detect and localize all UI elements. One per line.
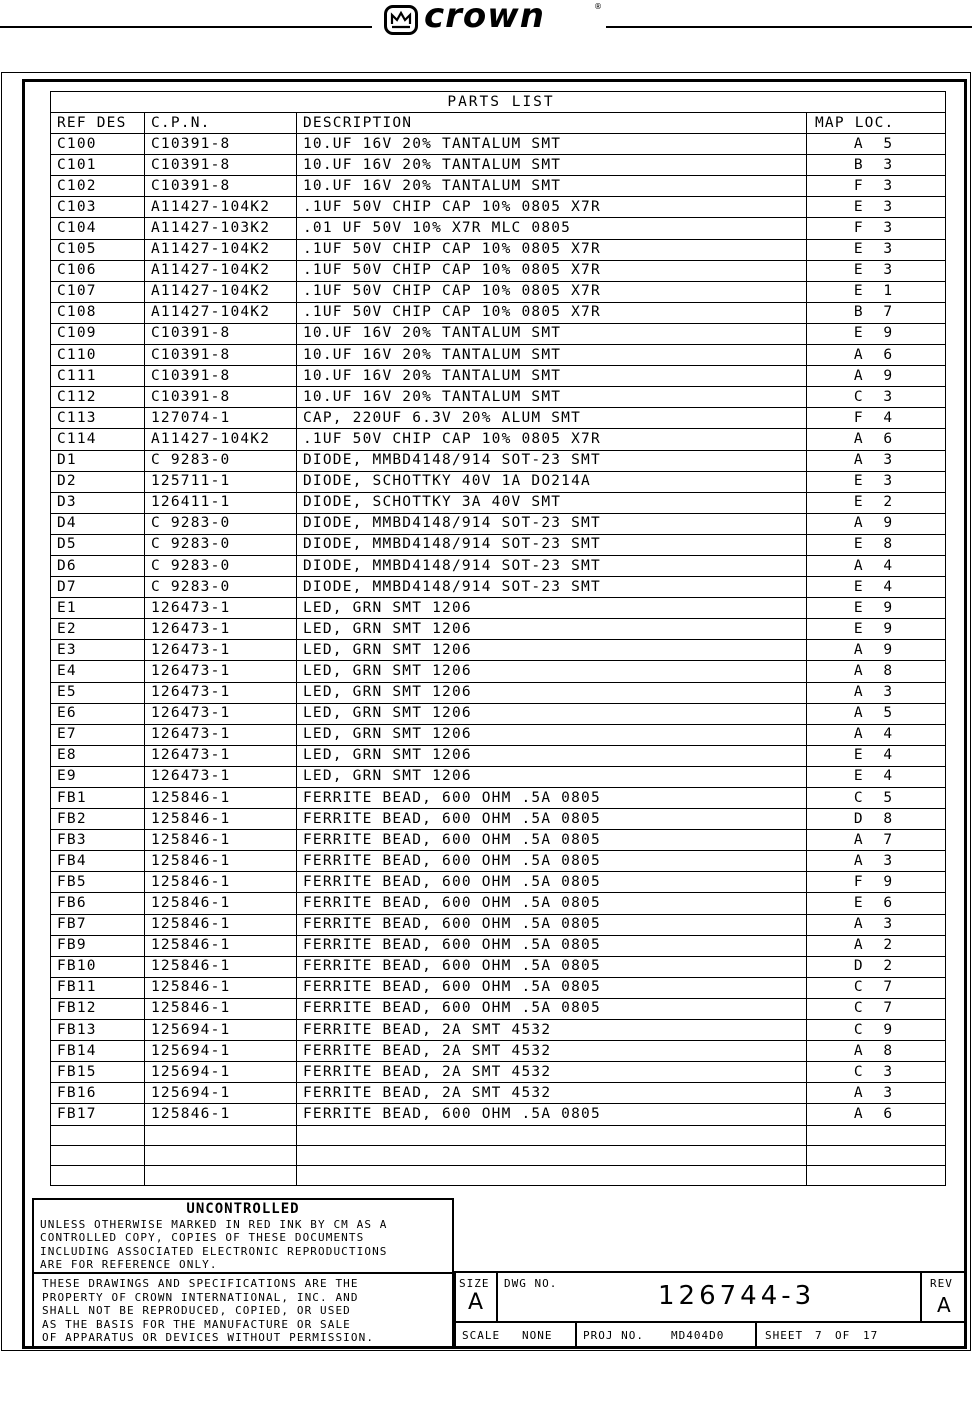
map-loc-cell: B 7 (807, 302, 946, 323)
parts-list-title: PARTS LIST (51, 92, 946, 113)
ref-des-cell: C110 (51, 345, 145, 366)
cpn-cell: 125694-1 (145, 1062, 297, 1083)
description-cell: CAP, 220UF 6.3V 20% ALUM SMT (297, 408, 807, 429)
cpn-cell: 125846-1 (145, 788, 297, 809)
cpn-cell: A11427-104K2 (145, 302, 297, 323)
map-loc-cell: C 5 (807, 788, 946, 809)
description-cell: DIODE, MMBD4148/914 SOT-23 SMT (297, 534, 807, 555)
map-loc-cell: E 4 (807, 745, 946, 766)
ref-des-cell: D7 (51, 577, 145, 598)
map-loc-cell: E 9 (807, 598, 946, 619)
ref-des-cell: E8 (51, 745, 145, 766)
scale-cell (456, 1321, 577, 1347)
description-cell: .1UF 50V CHIP CAP 10% 0805 X7R (297, 239, 807, 260)
property-line: AS THE BASIS FOR THE MANUFACTURE OR SALE (42, 1317, 351, 1331)
description-cell: 10.UF 16V 20% TANTALUM SMT (297, 366, 807, 387)
property-line: OF APPARATUS OR DEVICES WITHOUT PERMISSION. (42, 1331, 375, 1344)
ref-des-cell: FB15 (51, 1062, 145, 1083)
cpn-cell: C10391-8 (145, 323, 297, 344)
ref-des-cell: FB5 (51, 872, 145, 893)
map-loc-cell: C 3 (807, 387, 946, 408)
description-cell: LED, GRN SMT 1206 (297, 703, 807, 724)
size-cell (456, 1273, 498, 1321)
description-cell: LED, GRN SMT 1206 (297, 724, 807, 745)
description-cell: LED, GRN SMT 1206 (297, 661, 807, 682)
map-loc-cell: E 3 (807, 260, 946, 281)
table-row (51, 1104, 946, 1125)
col-cpn: C.P.N. (145, 113, 297, 134)
cpn-cell: 125846-1 (145, 998, 297, 1019)
description-cell: FERRITE BEAD, 600 OHM .5A 0805 (297, 830, 807, 851)
description-cell: 10.UF 16V 20% TANTALUM SMT (297, 323, 807, 344)
table-row (51, 724, 946, 745)
description-cell: LED, GRN SMT 1206 (297, 745, 807, 766)
table-row (51, 598, 946, 619)
sheet-number: 7 (815, 1329, 823, 1342)
description-cell: FERRITE BEAD, 600 OHM .5A 0805 (297, 956, 807, 977)
map-loc-cell: F 9 (807, 872, 946, 893)
table-row (51, 218, 946, 239)
cpn-cell: 126473-1 (145, 682, 297, 703)
table-row (51, 619, 946, 640)
dwg-label: DWG NO. (504, 1277, 558, 1290)
cpn-cell: C 9283-0 (145, 534, 297, 555)
cpn-cell: 127074-1 (145, 408, 297, 429)
description-cell: FERRITE BEAD, 600 OHM .5A 0805 (297, 809, 807, 830)
table-row (51, 640, 946, 661)
description-cell: DIODE, SCHOTTKY 3A 40V SMT (297, 492, 807, 513)
description-cell: .01 UF 50V 10% X7R MLC 0805 (297, 218, 807, 239)
ref-des-cell: E7 (51, 724, 145, 745)
dwg-number: 126744-3 (658, 1281, 816, 1311)
ref-des-cell: FB11 (51, 977, 145, 998)
table-row (51, 809, 946, 830)
table-row (51, 1041, 946, 1062)
table-row (51, 1083, 946, 1104)
table-row (51, 998, 946, 1019)
description-cell: .1UF 50V CHIP CAP 10% 0805 X7R (297, 302, 807, 323)
cpn-cell: 125846-1 (145, 851, 297, 872)
empty-row (51, 1125, 946, 1145)
notice-title: UNCONTROLLED (186, 1201, 300, 1217)
map-loc-cell: F 3 (807, 218, 946, 239)
description-cell: DIODE, MMBD4148/914 SOT-23 SMT (297, 577, 807, 598)
map-loc-cell: E 4 (807, 766, 946, 787)
cpn-cell: 126473-1 (145, 766, 297, 787)
table-row (51, 281, 946, 302)
description-cell: FERRITE BEAD, 600 OHM .5A 0805 (297, 851, 807, 872)
table-row (51, 260, 946, 281)
table-row (51, 134, 946, 155)
map-loc-cell: A 3 (807, 682, 946, 703)
description-cell: .1UF 50V CHIP CAP 10% 0805 X7R (297, 281, 807, 302)
map-loc-cell: A 3 (807, 1083, 946, 1104)
map-loc-cell: C 7 (807, 998, 946, 1019)
table-row (51, 492, 946, 513)
map-loc-cell: A 4 (807, 724, 946, 745)
ref-des-cell: C111 (51, 366, 145, 387)
cpn-cell: 125846-1 (145, 956, 297, 977)
table-row (51, 239, 946, 260)
description-cell: 10.UF 16V 20% TANTALUM SMT (297, 345, 807, 366)
dwg-cell (498, 1273, 922, 1321)
description-cell: FERRITE BEAD, 2A SMT 4532 (297, 1083, 807, 1104)
ref-des-cell: FB7 (51, 914, 145, 935)
table-row (51, 197, 946, 218)
ref-des-cell: E2 (51, 619, 145, 640)
uncontrolled-notice (32, 1198, 454, 1274)
header-rule-right (606, 26, 972, 28)
empty-cell (297, 1125, 807, 1145)
scale-label: SCALE (462, 1329, 501, 1342)
table-row (51, 682, 946, 703)
description-cell: FERRITE BEAD, 600 OHM .5A 0805 (297, 893, 807, 914)
cpn-cell: 125846-1 (145, 935, 297, 956)
map-loc-cell: E 9 (807, 619, 946, 640)
cpn-cell: C10391-8 (145, 387, 297, 408)
property-statement (32, 1274, 454, 1349)
cpn-cell: 126473-1 (145, 703, 297, 724)
table-row (51, 345, 946, 366)
map-loc-cell: A 2 (807, 935, 946, 956)
map-loc-cell: B 3 (807, 155, 946, 176)
table-row (51, 577, 946, 598)
empty-cell (807, 1125, 946, 1145)
col-description: DESCRIPTION (297, 113, 807, 134)
map-loc-cell: A 5 (807, 703, 946, 724)
map-loc-cell: E 8 (807, 534, 946, 555)
cpn-cell: 125711-1 (145, 471, 297, 492)
cpn-cell: A11427-103K2 (145, 218, 297, 239)
cpn-cell: 126473-1 (145, 745, 297, 766)
cpn-cell: 125846-1 (145, 914, 297, 935)
cpn-cell: 126411-1 (145, 492, 297, 513)
description-cell: LED, GRN SMT 1206 (297, 598, 807, 619)
map-loc-cell: D 8 (807, 809, 946, 830)
empty-cell (297, 1145, 807, 1165)
empty-row (51, 1145, 946, 1165)
ref-des-cell: D5 (51, 534, 145, 555)
ref-des-cell: D3 (51, 492, 145, 513)
cpn-cell: 126473-1 (145, 619, 297, 640)
ref-des-cell: FB10 (51, 956, 145, 977)
sheet-label: SHEET (765, 1329, 804, 1342)
description-cell: FERRITE BEAD, 2A SMT 4532 (297, 1020, 807, 1041)
empty-cell (807, 1165, 946, 1185)
description-cell: LED, GRN SMT 1206 (297, 619, 807, 640)
ref-des-cell: C100 (51, 134, 145, 155)
map-loc-cell: C 7 (807, 977, 946, 998)
empty-cell (297, 1165, 807, 1185)
description-cell: LED, GRN SMT 1206 (297, 640, 807, 661)
cpn-cell: C10391-8 (145, 155, 297, 176)
map-loc-cell: A 9 (807, 640, 946, 661)
project-number: MD404D0 (671, 1329, 725, 1342)
ref-des-cell: FB2 (51, 809, 145, 830)
cpn-cell: A11427-104K2 (145, 239, 297, 260)
map-loc-cell: E 3 (807, 239, 946, 260)
description-cell: FERRITE BEAD, 600 OHM .5A 0805 (297, 872, 807, 893)
ref-des-cell: D4 (51, 513, 145, 534)
description-cell: DIODE, MMBD4148/914 SOT-23 SMT (297, 450, 807, 471)
table-row (51, 830, 946, 851)
scale-value: NONE (522, 1329, 553, 1342)
cpn-cell: C 9283-0 (145, 577, 297, 598)
sheet-of: OF (835, 1329, 851, 1342)
notice-line: ARE FOR REFERENCE ONLY. (40, 1258, 218, 1271)
cpn-cell: 125846-1 (145, 830, 297, 851)
description-cell: 10.UF 16V 20% TANTALUM SMT (297, 155, 807, 176)
description-cell: FERRITE BEAD, 600 OHM .5A 0805 (297, 935, 807, 956)
property-line: PROPERTY OF CROWN INTERNATIONAL, INC. AND (42, 1290, 359, 1304)
empty-row (51, 1165, 946, 1185)
ref-des-cell: C101 (51, 155, 145, 176)
cpn-cell: 125846-1 (145, 893, 297, 914)
cpn-cell: 125846-1 (145, 977, 297, 998)
table-row (51, 1062, 946, 1083)
map-loc-cell: D 2 (807, 956, 946, 977)
table-row (51, 788, 946, 809)
cpn-cell: C 9283-0 (145, 450, 297, 471)
ref-des-cell: FB17 (51, 1104, 145, 1125)
table-row (51, 977, 946, 998)
table-row (51, 935, 946, 956)
ref-des-cell: C102 (51, 176, 145, 197)
cpn-cell: C10391-8 (145, 134, 297, 155)
table-row (51, 513, 946, 534)
size-value: A (468, 1290, 485, 1315)
description-cell: FERRITE BEAD, 600 OHM .5A 0805 (297, 914, 807, 935)
cpn-cell: C 9283-0 (145, 513, 297, 534)
description-cell: FERRITE BEAD, 600 OHM .5A 0805 (297, 998, 807, 1019)
table-row (51, 956, 946, 977)
cpn-cell: 126473-1 (145, 598, 297, 619)
notice-line: INCLUDING ASSOCIATED ELECTRONIC REPRODUCTIONS (40, 1244, 388, 1258)
property-line: THESE DRAWINGS AND SPECIFICATIONS ARE THE (42, 1277, 359, 1290)
table-row (51, 366, 946, 387)
cpn-cell: 125846-1 (145, 1104, 297, 1125)
ref-des-cell: D6 (51, 555, 145, 576)
cpn-cell: A11427-104K2 (145, 197, 297, 218)
cpn-cell: A11427-104K2 (145, 281, 297, 302)
empty-cell (145, 1145, 297, 1165)
empty-cell (51, 1165, 145, 1185)
description-cell: .1UF 50V CHIP CAP 10% 0805 X7R (297, 429, 807, 450)
table-row (51, 914, 946, 935)
description-cell: LED, GRN SMT 1206 (297, 766, 807, 787)
table-row (51, 872, 946, 893)
ref-des-cell: FB6 (51, 893, 145, 914)
table-row (51, 387, 946, 408)
cpn-cell: C10391-8 (145, 366, 297, 387)
brand-wordmark: crown (424, 0, 545, 36)
description-cell: FERRITE BEAD, 2A SMT 4532 (297, 1062, 807, 1083)
table-row (51, 450, 946, 471)
description-cell: DIODE, SCHOTTKY 40V 1A DO214A (297, 471, 807, 492)
empty-cell (807, 1145, 946, 1165)
ref-des-cell: FB4 (51, 851, 145, 872)
table-row (51, 429, 946, 450)
ref-des-cell: FB12 (51, 998, 145, 1019)
map-loc-cell: E 3 (807, 471, 946, 492)
ref-des-cell: C109 (51, 323, 145, 344)
rev-label: REV (930, 1277, 953, 1290)
cpn-cell: 125694-1 (145, 1020, 297, 1041)
cpn-cell: 126473-1 (145, 661, 297, 682)
ref-des-cell: E5 (51, 682, 145, 703)
cpn-cell: 125846-1 (145, 809, 297, 830)
map-loc-cell: A 8 (807, 661, 946, 682)
cpn-cell: 125846-1 (145, 872, 297, 893)
ref-des-cell: FB14 (51, 1041, 145, 1062)
ref-des-cell: C105 (51, 239, 145, 260)
description-cell: 10.UF 16V 20% TANTALUM SMT (297, 134, 807, 155)
ref-des-cell: C103 (51, 197, 145, 218)
description-cell: LED, GRN SMT 1206 (297, 682, 807, 703)
table-row (51, 155, 946, 176)
map-loc-cell: A 8 (807, 1041, 946, 1062)
table-row (51, 851, 946, 872)
ref-des-cell: C114 (51, 429, 145, 450)
table-row (51, 745, 946, 766)
cpn-cell: C 9283-0 (145, 555, 297, 576)
project-label: PROJ NO. (583, 1329, 644, 1342)
ref-des-cell: FB9 (51, 935, 145, 956)
ref-des-cell: C106 (51, 260, 145, 281)
table-row (51, 176, 946, 197)
map-loc-cell: A 6 (807, 429, 946, 450)
map-loc-cell: A 9 (807, 366, 946, 387)
ref-des-cell: D1 (51, 450, 145, 471)
col-ref-des: REF DES (51, 113, 145, 134)
table-row (51, 302, 946, 323)
map-loc-cell: C 3 (807, 1062, 946, 1083)
ref-des-cell: D2 (51, 471, 145, 492)
description-cell: DIODE, MMBD4148/914 SOT-23 SMT (297, 555, 807, 576)
ref-des-cell: FB1 (51, 788, 145, 809)
description-cell: FERRITE BEAD, 2A SMT 4532 (297, 1041, 807, 1062)
map-loc-cell: E 6 (807, 893, 946, 914)
ref-des-cell: FB16 (51, 1083, 145, 1104)
description-cell: 10.UF 16V 20% TANTALUM SMT (297, 387, 807, 408)
table-row (51, 555, 946, 576)
map-loc-cell: C 9 (807, 1020, 946, 1041)
map-loc-cell: E 9 (807, 323, 946, 344)
cpn-cell: 126473-1 (145, 724, 297, 745)
description-cell: DIODE, MMBD4148/914 SOT-23 SMT (297, 513, 807, 534)
registered-mark: ® (594, 2, 602, 11)
map-loc-cell: F 3 (807, 176, 946, 197)
ref-des-cell: C104 (51, 218, 145, 239)
map-loc-cell: A 3 (807, 450, 946, 471)
description-cell: 10.UF 16V 20% TANTALUM SMT (297, 176, 807, 197)
map-loc-cell: A 7 (807, 830, 946, 851)
map-loc-cell: E 2 (807, 492, 946, 513)
sheet-total: 17 (863, 1329, 879, 1342)
parts-list-body (51, 134, 946, 1185)
ref-des-cell: FB13 (51, 1020, 145, 1041)
parts-list-table (50, 91, 946, 1186)
col-map-loc: MAP LOC. (807, 113, 946, 134)
map-loc-cell: A 4 (807, 555, 946, 576)
map-loc-cell: E 4 (807, 577, 946, 598)
cpn-cell: C10391-8 (145, 176, 297, 197)
empty-cell (145, 1125, 297, 1145)
notice-line: CONTROLLED COPY, COPIES OF THESE DOCUMENTS (40, 1231, 365, 1244)
description-cell: FERRITE BEAD, 600 OHM .5A 0805 (297, 788, 807, 809)
ref-des-cell: C112 (51, 387, 145, 408)
cpn-cell: 125694-1 (145, 1083, 297, 1104)
description-cell: FERRITE BEAD, 600 OHM .5A 0805 (297, 1104, 807, 1125)
size-label: SIZE (459, 1277, 490, 1290)
header-rule-left (0, 26, 372, 28)
table-row (51, 661, 946, 682)
map-loc-cell: E 1 (807, 281, 946, 302)
description-cell: .1UF 50V CHIP CAP 10% 0805 X7R (297, 197, 807, 218)
map-loc-cell: A 6 (807, 345, 946, 366)
cpn-cell: C10391-8 (145, 345, 297, 366)
ref-des-cell: E1 (51, 598, 145, 619)
project-cell (577, 1321, 757, 1347)
map-loc-cell: F 4 (807, 408, 946, 429)
sheet-cell (757, 1321, 965, 1347)
description-cell: FERRITE BEAD, 600 OHM .5A 0805 (297, 977, 807, 998)
description-cell: .1UF 50V CHIP CAP 10% 0805 X7R (297, 260, 807, 281)
map-loc-cell: A 5 (807, 134, 946, 155)
table-row (51, 1020, 946, 1041)
table-row (51, 766, 946, 787)
table-row (51, 408, 946, 429)
map-loc-cell: A 9 (807, 513, 946, 534)
rev-cell (922, 1273, 965, 1321)
table-row (51, 534, 946, 555)
map-loc-cell: A 3 (807, 914, 946, 935)
cpn-cell: 126473-1 (145, 640, 297, 661)
crown-crest-icon (384, 5, 418, 35)
empty-cell (51, 1125, 145, 1145)
cpn-cell: A11427-104K2 (145, 260, 297, 281)
cpn-cell: A11427-104K2 (145, 429, 297, 450)
table-row (51, 893, 946, 914)
rev-value: A (937, 1293, 952, 1317)
empty-cell (145, 1165, 297, 1185)
cpn-cell: 125694-1 (145, 1041, 297, 1062)
map-loc-cell: A 6 (807, 1104, 946, 1125)
table-row (51, 703, 946, 724)
ref-des-cell: FB3 (51, 830, 145, 851)
ref-des-cell: E6 (51, 703, 145, 724)
crown-logo (384, 2, 604, 40)
property-line: SHALL NOT BE REPRODUCED, COPIED, OR USED (42, 1304, 351, 1317)
ref-des-cell: C108 (51, 302, 145, 323)
ref-des-cell: E3 (51, 640, 145, 661)
notice-line: UNLESS OTHERWISE MARKED IN RED INK BY CM AS A (40, 1217, 388, 1231)
map-loc-cell: A 3 (807, 851, 946, 872)
table-row (51, 323, 946, 344)
ref-des-cell: C107 (51, 281, 145, 302)
ref-des-cell: E4 (51, 661, 145, 682)
map-loc-cell: E 3 (807, 197, 946, 218)
ref-des-cell: E9 (51, 766, 145, 787)
table-row (51, 471, 946, 492)
title-block (454, 1271, 967, 1349)
ref-des-cell: C113 (51, 408, 145, 429)
empty-cell (51, 1145, 145, 1165)
